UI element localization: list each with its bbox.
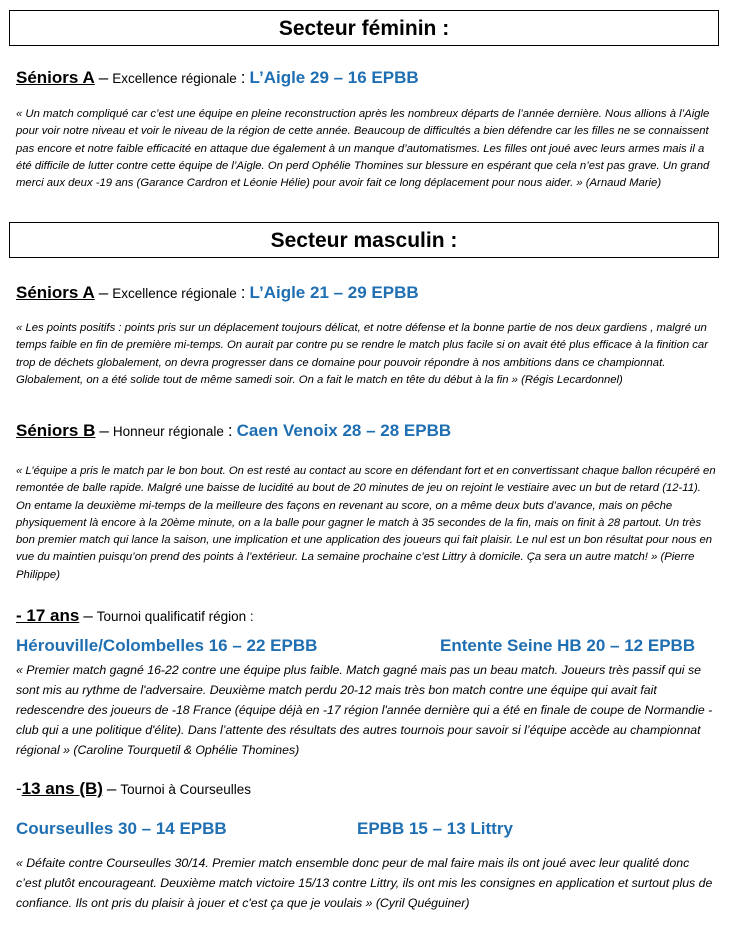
team-name: - 17 ans <box>16 606 80 625</box>
match-result: L’Aigle 21 – 29 EPBB <box>249 283 419 302</box>
match-quote: « Défaite contre Courseulles 30/14. Premier match ensemble donc peur de mal faire mais ils ont joué avec leur qualité donc c’est plutôt encourageant. Deuxième match victoire 15/13 contre Littry, ils ont mis les consignes en application et surtout plus de confiance. Ils ont pris du plaisir à jouer et c'est ça que je voulais » (Cyril Quéguiner) <box>16 856 713 910</box>
match-heading-masculin-seniors-a <box>16 283 419 303</box>
colon-separator: : <box>240 283 246 302</box>
colon-separator: : <box>227 421 233 440</box>
match-quote: « L’équipe a pris le match par le bon bout. On est resté au contact au score en défendant fort et en convertissant chaque ballon récupéré en remontée de balle rapide. Malgré une baisse de lucidité au bout de 20 minutes de jeu on rejoint le vestiaire avec un but de retard (12-11). On entame la deuxième mi-temps de la meilleure des façons en revenant au score, on a même deux buts d’avance, mais on pêche physiquement là encore à la 20ème minute, on a la balle pour gagner le match à 35 secondes de la fin, mais on finit à 28 partout. Un très bon premier match qui lance la saison, une implication et une application des joueurs qui fait plaisir. Le nul est un bon résultat pour nous en vue du maintien puisqu’on prend des points à l’extérieur. La semaine prochaine c’est Littry à domicile. Ça sera un autre match! » (Pierre Philippe) <box>16 465 716 581</box>
match-result-1: Courseulles 30 – 14 EPBB <box>16 819 227 838</box>
dash-separator: – <box>98 283 109 302</box>
match-quote: « Les points positifs : points pris sur un déplacement toujours délicat, et notre défense et la bonne partie de nos deux gardiens , malgré un temps faible en fin de première mi-temps. On aurait par contre pu se rendre le match plus facile si on avait été plus efficace à la finition car trop de déchets globalement, on devra progresser dans ce domaine pour pouvoir répondre à nos ambitions dans ce championnat. Globalement, on a été solide tout de même samedi soir. On a fait le match en tête du début à la fin » (Régis Lecardonnel) <box>16 322 708 386</box>
team-name: 13 ans (B) <box>21 779 103 798</box>
competition-level: Honneur régionale <box>112 424 224 439</box>
match-quote: « Premier match gagné 16-22 contre une équipe plus faible. Match gagné mais pas un beau match. Joueurs très passif qui se sont mis au rythme de l'adversaire. Deuxième match perdu 20-12 mais très bon match contre une équipe qui avait fait redescendre des joueurs de -18 France (équipe déjà en -17 région l'année dernière qui a été en finale de coupe de Normandie - club qui a une politique d'élite). Dans l’attente des résultats des autres tournois pour savoir si l’équipe accède au championnat régional » (Caroline Tourquetil & Ophélie Thomines) <box>16 663 713 757</box>
match-heading-feminin-seniors-a <box>16 68 419 88</box>
dash-separator: – <box>98 68 109 87</box>
section-header-feminin <box>9 10 719 46</box>
section-header-masculin <box>9 222 719 258</box>
dash-separator: – <box>106 779 117 798</box>
colon-separator: : <box>240 68 246 87</box>
section-title: Secteur masculin : <box>270 229 458 252</box>
match-heading-masculin-u13 <box>16 779 251 799</box>
competition-level: Excellence régionale <box>112 286 237 301</box>
competition-level: Tournoi qualificatif région : <box>96 609 254 624</box>
competition-level: Tournoi à Courseulles <box>120 782 251 797</box>
match-result-1: Hérouville/Colombelles 16 – 22 EPBB <box>16 636 318 655</box>
team-name: Séniors A <box>16 68 95 87</box>
team-name: Séniors B <box>16 421 96 440</box>
match-result: Caen Venoix 28 – 28 EPBB <box>236 421 452 440</box>
prefix-dash: - <box>16 779 22 798</box>
team-name: Séniors A <box>16 283 95 302</box>
match-quote: « Un match compliqué car c’est une équipe en pleine reconstruction après les nombreux départs de l’année dernière. Nous allions à l’Aigle pour voir notre niveau et voir le niveau de la région de cette année. Beaucoup de difficultés a bien défendre car les filles ne se connaissent pas encore et notre faible efficacité en attaque due également à un manque d’automatismes. Les filles ont joué avec leurs armes mais il a été difficile de lutter contre cette équipe de l’Aigle. On perd Ophélie Thomines sur blessure en espérant que cela n’est pas grave. Un grand merci aux deux -19 ans (Garance Cardron et Léonie Hélie) pour avoir fait ce long déplacement pour nous aider. » (Arnaud Marie) <box>16 108 710 190</box>
dash-separator: – <box>83 606 93 625</box>
match-result: L’Aigle 29 – 16 EPBB <box>249 68 419 87</box>
match-result-2: EPBB 15 – 13 Littry <box>357 819 513 838</box>
match-result-2: Entente Seine HB 20 – 12 EPBB <box>440 636 696 655</box>
match-heading-masculin-u17 <box>16 606 254 626</box>
section-title: Secteur féminin : <box>278 17 450 40</box>
competition-level: Excellence régionale <box>112 71 237 86</box>
dash-separator: – <box>99 421 109 440</box>
match-heading-masculin-seniors-b <box>16 421 451 441</box>
